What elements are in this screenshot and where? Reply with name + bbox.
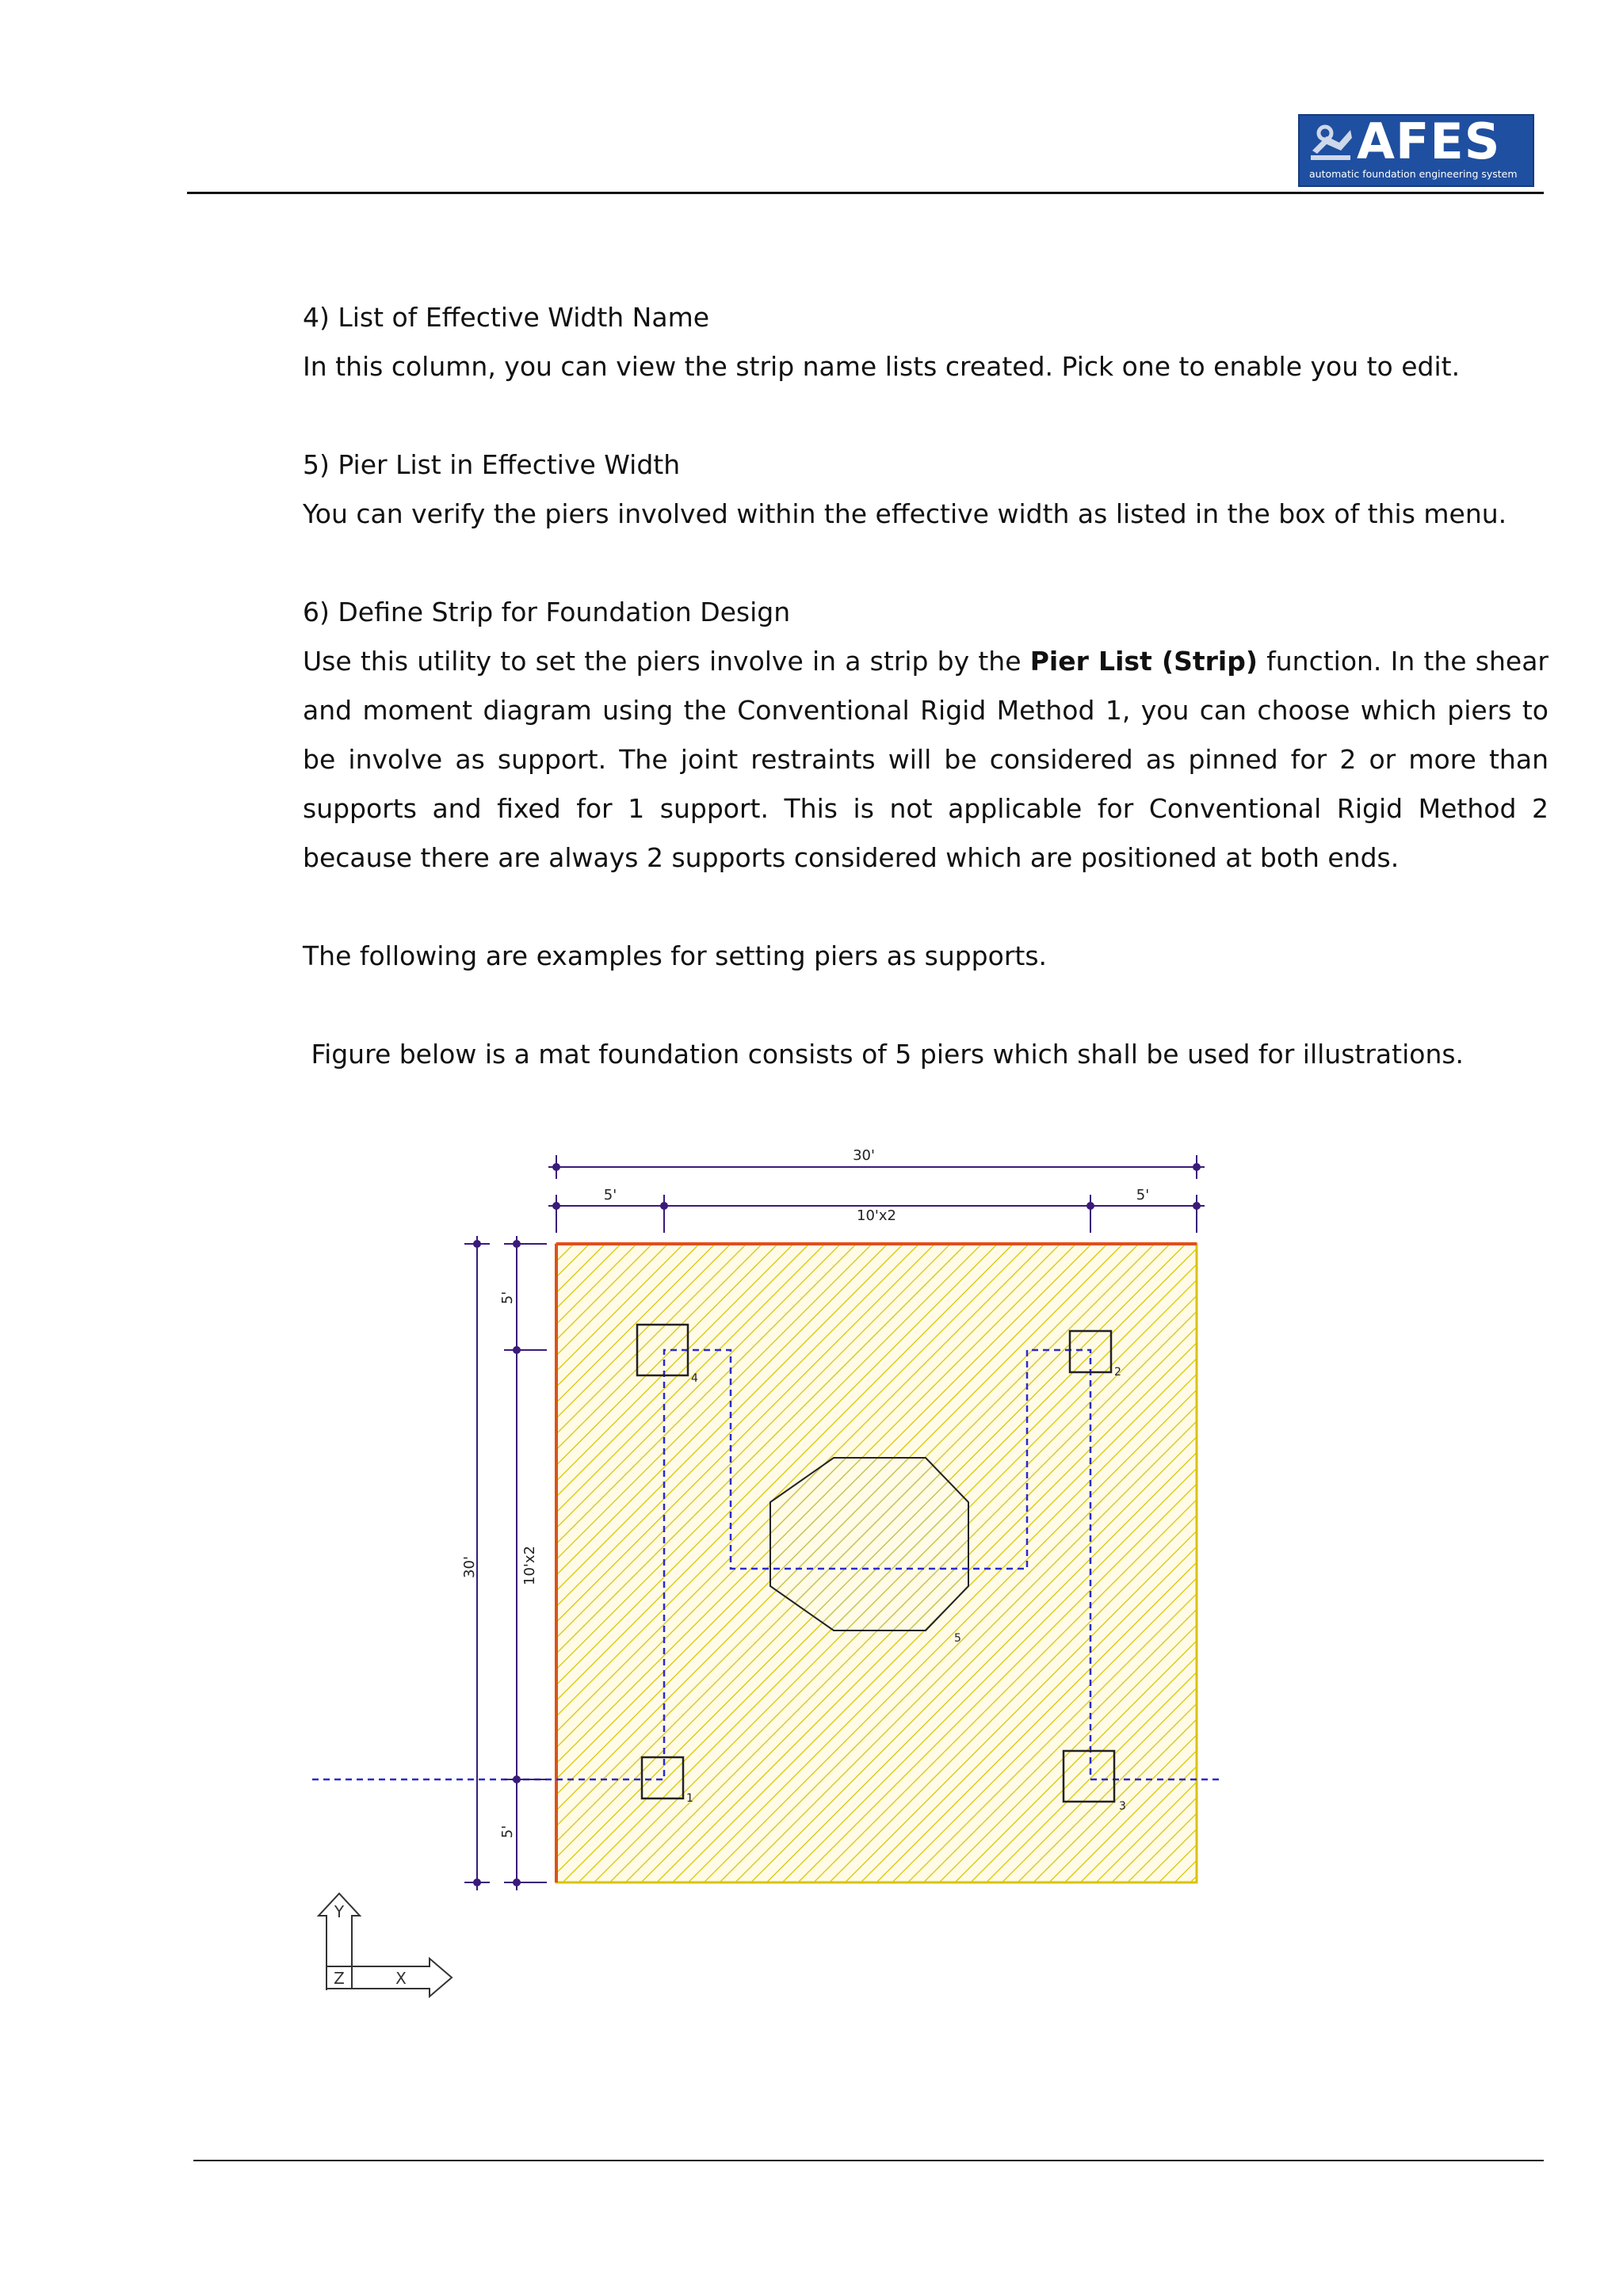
dim-top-left: 5' bbox=[603, 1187, 617, 1203]
mat-foundation-figure bbox=[309, 1131, 1235, 2004]
axis-x-label: X bbox=[395, 1969, 407, 1988]
section-6-body bbox=[303, 637, 1549, 883]
logo-wordmark: AFES bbox=[1357, 113, 1501, 170]
dim-left-top: 5' bbox=[499, 1291, 516, 1305]
section-4-heading: 4) List of Effective Width Name bbox=[303, 302, 710, 333]
pier-label-3: 3 bbox=[1119, 1800, 1126, 1813]
section-6-body-start: Use this utility to set the piers involve in a strip by the bbox=[303, 646, 1030, 677]
dim-left-total: 30' bbox=[461, 1556, 478, 1578]
pier-5-octagon bbox=[770, 1458, 968, 1630]
pier-list-strip-term: Pier List (Strip) bbox=[1029, 646, 1258, 677]
header-rule bbox=[187, 192, 1544, 194]
axis-y-label: Y bbox=[334, 1902, 345, 1921]
dim-top-total: 30' bbox=[853, 1147, 875, 1164]
pier-label-2: 2 bbox=[1114, 1366, 1121, 1379]
section-6-heading: 6) Define Strip for Foundation Design bbox=[303, 597, 791, 627]
dim-left-bottom: 5' bbox=[499, 1825, 516, 1839]
dim-top-mid: 10'x2 bbox=[857, 1207, 896, 1224]
pier-label-4: 4 bbox=[691, 1372, 698, 1385]
section-6-body-end: function. In the shear and moment diagram using the Conventional Rigid Method 1, you can choose which piers to be involve as support. The joint restraints will be considered as pinned for 2 or more than supports and fixed for 1 support. This is not applicable for Conventional Rigid Method 2 because there are always 2 supports considered which are positioned at both ends. bbox=[303, 646, 1549, 873]
afes-logo-icon bbox=[1308, 120, 1355, 163]
dim-top-right: 5' bbox=[1136, 1187, 1150, 1203]
figure-caption: Figure below is a mat foundation consists of 5 piers which shall be used for illustrations. bbox=[303, 1039, 1465, 1070]
section-5-body: You can verify the piers involved within the effective width as listed in the box of this menu. bbox=[303, 498, 1507, 529]
footer-rule bbox=[193, 2160, 1544, 2161]
pier-label-1: 1 bbox=[686, 1792, 693, 1805]
examples-intro: The following are examples for setting piers as supports. bbox=[303, 940, 1048, 971]
logo-subtitle: automatic foundation engineering system bbox=[1309, 168, 1518, 180]
section-4-body: In this column, you can view the strip name lists created. Pick one to enable you to edit. bbox=[303, 351, 1461, 382]
section-5-heading: 5) Pier List in Effective Width bbox=[303, 449, 681, 480]
axis-z-label: Z bbox=[334, 1969, 345, 1988]
pier-label-5: 5 bbox=[954, 1632, 961, 1645]
afes-logo bbox=[1298, 114, 1534, 187]
dim-left-mid: 10'x2 bbox=[521, 1546, 538, 1585]
